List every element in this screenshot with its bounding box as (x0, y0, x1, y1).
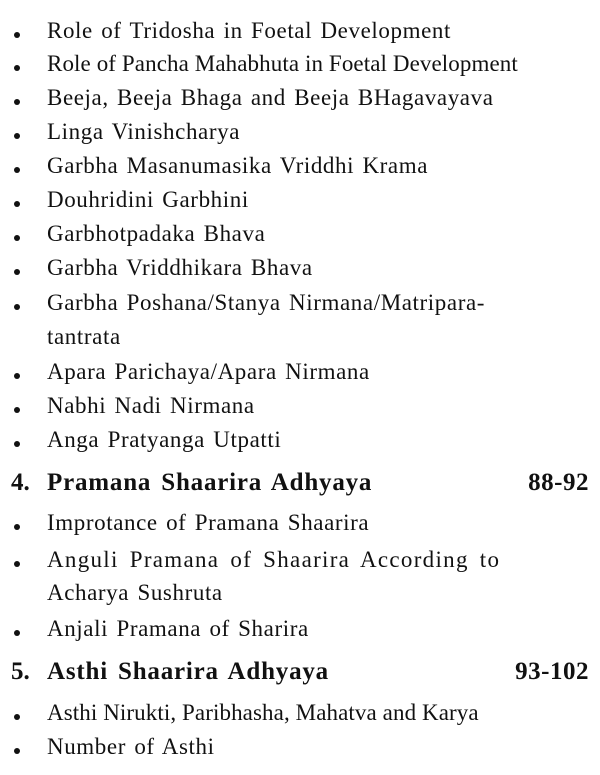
list-item (0, 16, 600, 46)
chapter-page-range: 93-102 (515, 658, 589, 685)
bullet-icon (10, 732, 24, 762)
list-item (0, 151, 600, 181)
bullet-icon (10, 425, 24, 455)
list-item-text-continuation: tantrata (47, 324, 121, 349)
list-item (0, 253, 600, 283)
bullet-icon (10, 83, 24, 113)
list-item (0, 219, 600, 249)
list-item-text: Beeja, Beeja Bhaga and Beeja BHagavayava (47, 85, 494, 110)
bullet-icon (10, 508, 24, 538)
list-item-text: Garbha Poshana/Stanya Nirmana/Matripara- (47, 290, 486, 315)
list-item (0, 545, 600, 575)
list-item-text: Role of Tridosha in Foetal Development (47, 18, 451, 43)
bullet-icon (10, 117, 24, 147)
list-item (0, 185, 600, 215)
list-item-text: Anguli Pramana of Shaarira According to (47, 547, 501, 572)
list-item (0, 49, 600, 79)
bullet-icon (10, 151, 24, 181)
list-item-text: Anjali Pramana of Sharira (47, 616, 309, 641)
list-item (0, 288, 600, 318)
list-item (0, 508, 600, 538)
list-item-text-continuation: Acharya Sushruta (47, 580, 223, 605)
list-item-text: Nabhi Nadi Nirmana (47, 393, 255, 418)
bullet-icon (10, 185, 24, 215)
list-item-text: Role of Pancha Mahabhuta in Foetal Development (47, 51, 518, 76)
chapter-number: 5. (11, 658, 30, 685)
chapter-page-range: 88-92 (528, 469, 589, 496)
list-item-text: Asthi Nirukti, Paribhasha, Mahatva and Karya (47, 700, 479, 725)
bullet-icon (10, 391, 24, 421)
list-item (0, 357, 600, 387)
list-item-text: Anga Pratyanga Utpatti (47, 427, 282, 452)
bullet-icon (10, 698, 24, 728)
list-item-continuation (0, 578, 600, 608)
list-item (0, 732, 600, 762)
chapter-title: Asthi Shaarira Adhyaya (47, 658, 329, 685)
list-item (0, 391, 600, 421)
list-item-text: Garbha Masanumasika Vriddhi Krama (47, 153, 429, 178)
chapter-heading (0, 466, 600, 500)
bullet-icon (10, 253, 24, 283)
list-item-text: Garbha Vriddhikara Bhava (47, 255, 313, 280)
bullet-icon (10, 288, 24, 318)
bullet-icon (10, 614, 24, 644)
list-item-text: Improtance of Pramana Shaarira (47, 510, 370, 535)
list-item-continuation (0, 322, 600, 352)
bullet-icon (10, 545, 24, 575)
bullet-icon (10, 357, 24, 387)
list-item (0, 83, 600, 113)
chapter-heading (0, 655, 600, 689)
bullet-icon (10, 219, 24, 249)
list-item-text: Garbhotpadaka Bhava (47, 221, 266, 246)
chapter-number: 4. (11, 469, 30, 496)
chapter-title: Pramana Shaarira Adhyaya (47, 469, 373, 496)
list-item-text: Linga Vinishcharya (47, 119, 241, 144)
list-item-text: Number of Asthi (47, 734, 215, 759)
bullet-icon (10, 16, 24, 46)
list-item-text: Douhridini Garbhini (47, 187, 249, 212)
list-item (0, 698, 600, 728)
list-item (0, 614, 600, 644)
list-item-text: Apara Parichaya/Apara Nirmana (47, 359, 370, 384)
list-item (0, 425, 600, 455)
bullet-icon (10, 49, 24, 79)
list-item (0, 117, 600, 147)
